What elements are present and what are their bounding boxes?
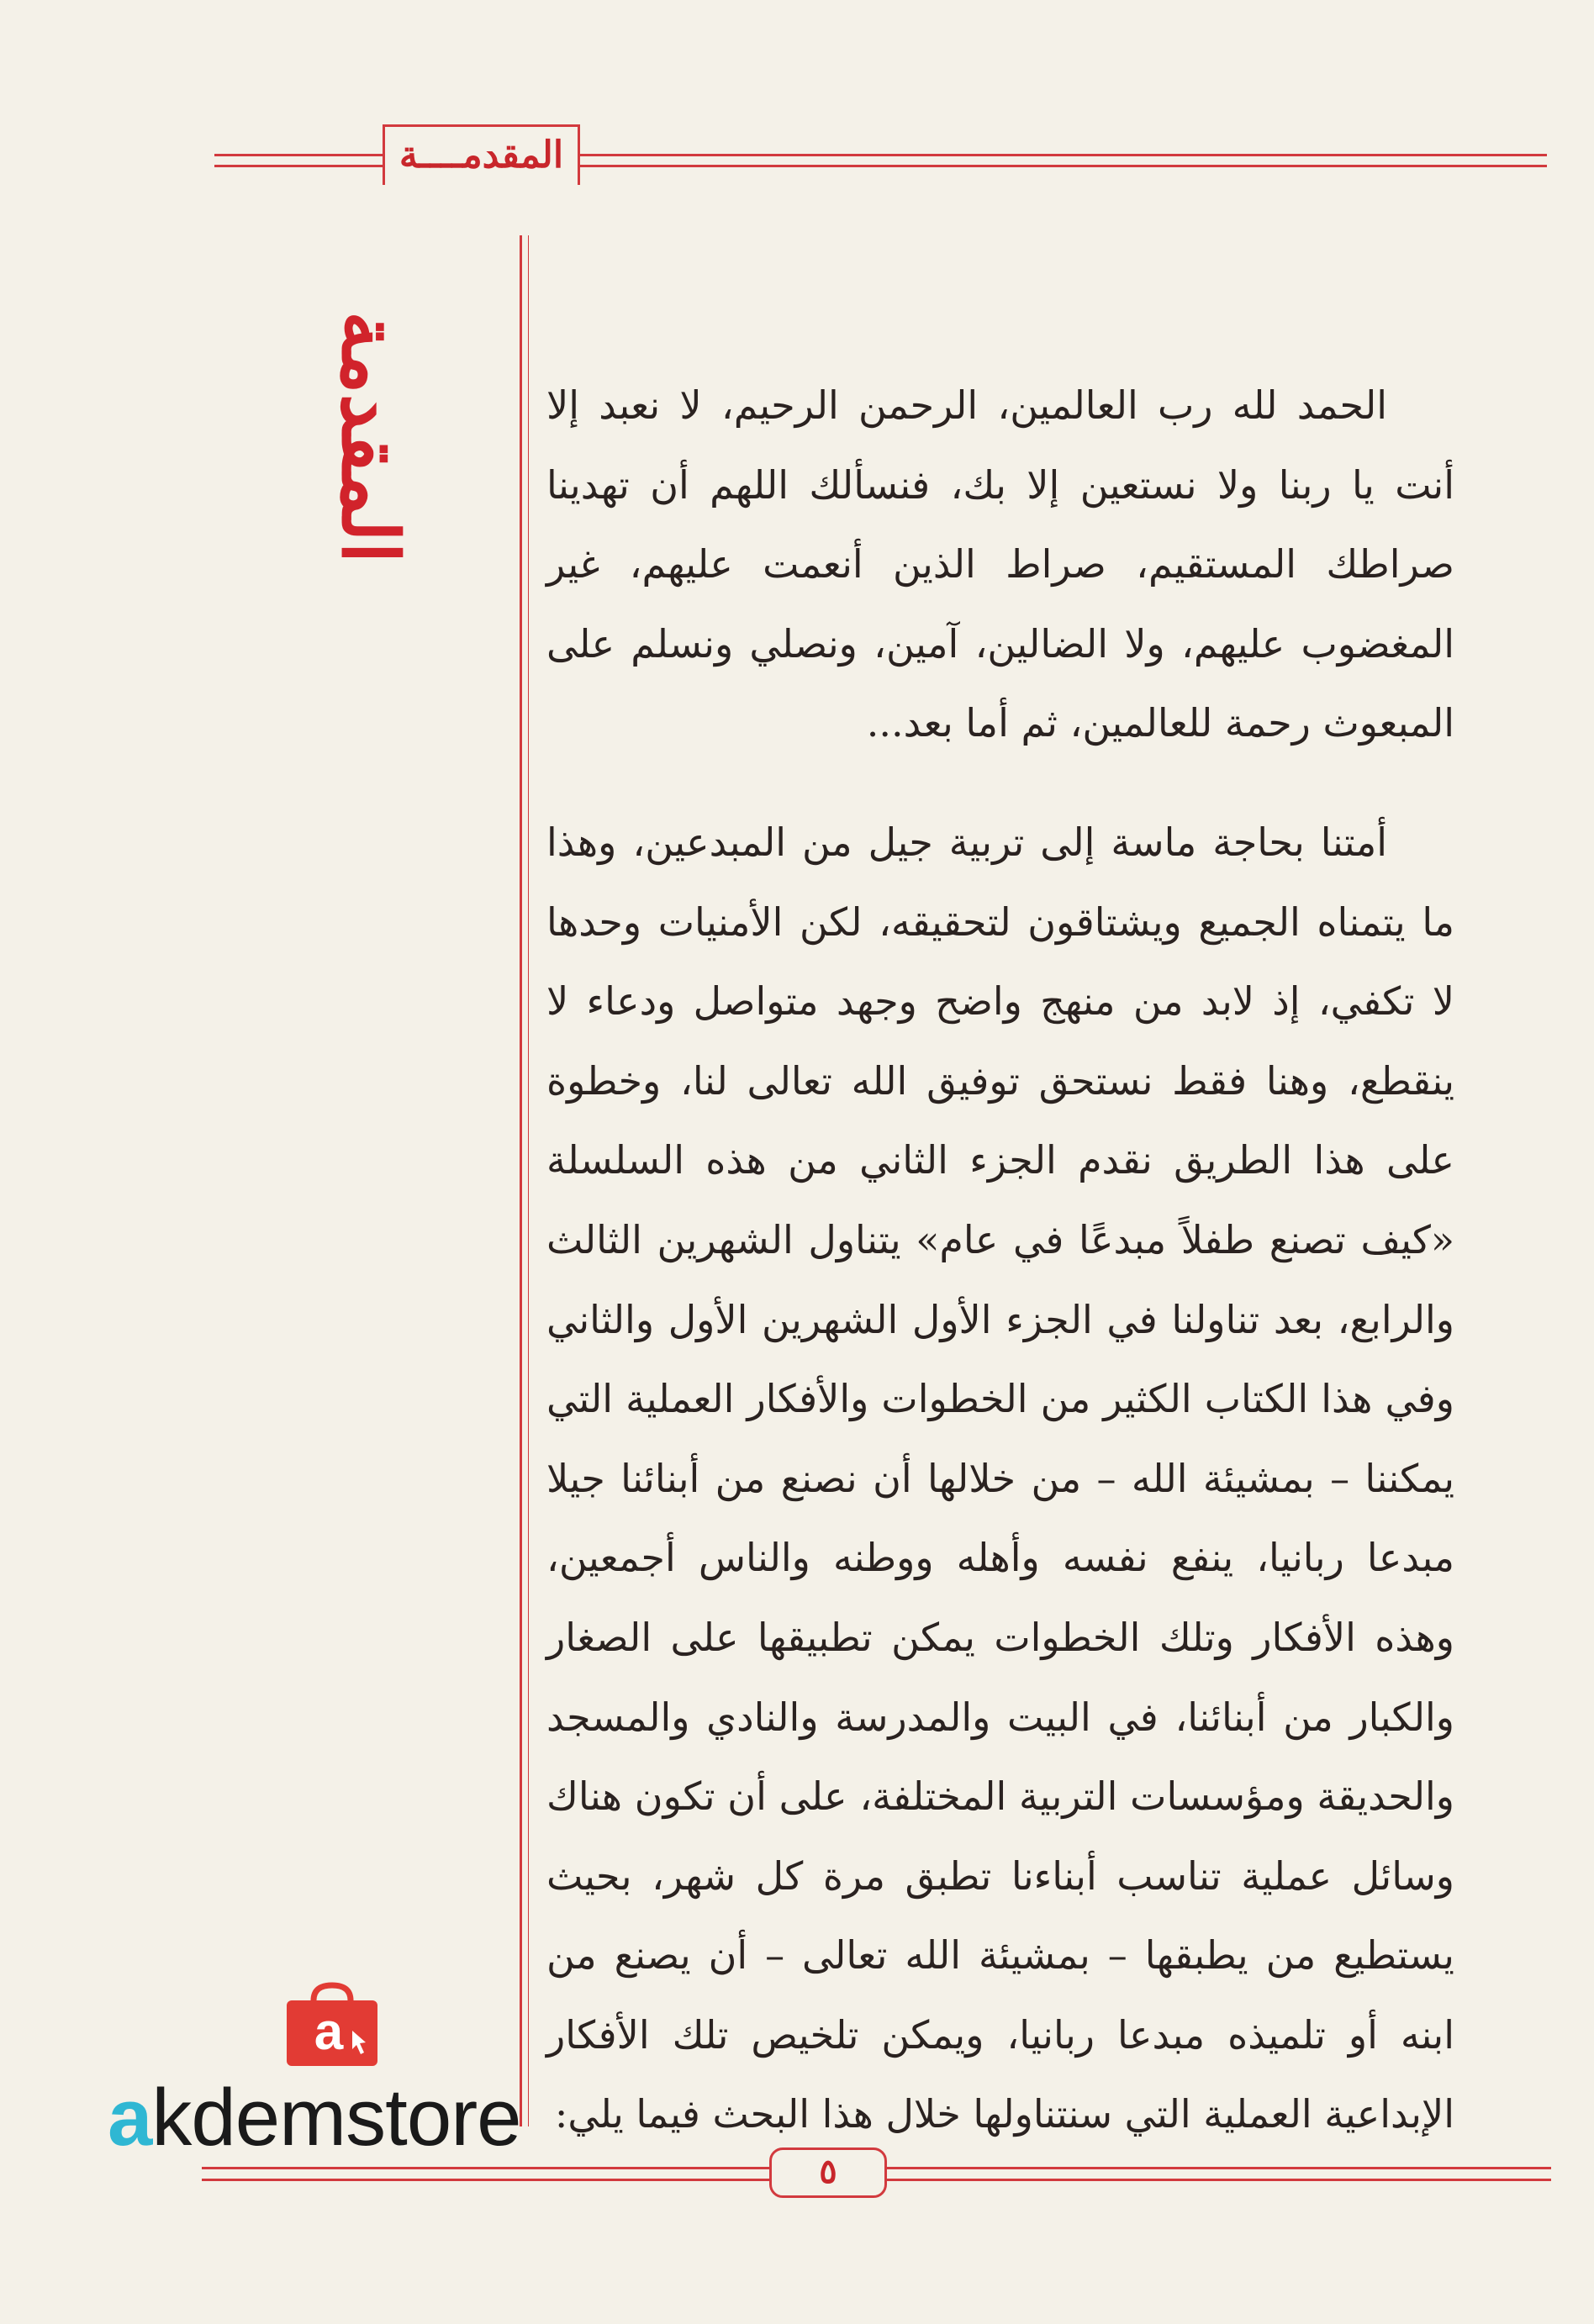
chapter-title: المقدمة — [325, 310, 415, 564]
running-header — [383, 124, 580, 185]
footer-rule — [202, 2167, 773, 2169]
page-number-frame — [769, 2147, 887, 2198]
footer-rule — [887, 2167, 1551, 2169]
header-rule — [214, 165, 383, 167]
page-number: ٥ — [819, 2152, 837, 2191]
shopping-bag-icon — [282, 1982, 383, 2068]
brand-watermark — [108, 2072, 578, 2164]
paragraph: الحمد لله رب العالمين، الرحمن الرحيم، لا نعبد إلا أنت يا ربنا ولا نستعين إلا بك، فنسألك اللهم أن تهدينا صراطك المستقيم، صراط الذين أنعمت عليهم، غير المغضوب عليهم، ولا الضالين، آمين، ونصلي ونسلم على المبعوث رحمة للعالمين، ثم أما بعد... — [546, 382, 1454, 746]
footer-rule — [202, 2179, 773, 2181]
body-text — [546, 366, 1454, 2154]
running-title: المقدمــــة — [398, 134, 564, 177]
column-divider — [528, 235, 529, 2126]
brand-a: a — [108, 2073, 152, 2163]
badge-letter: a — [314, 2003, 344, 2061]
brand-name: kdemstore — [151, 2073, 521, 2163]
column-divider — [520, 235, 522, 2126]
header-rule — [580, 154, 1547, 156]
header-rule — [214, 154, 383, 156]
footer-rule — [887, 2179, 1551, 2181]
header-rule — [580, 165, 1547, 167]
paragraph: أمتنا بحاجة ماسة إلى تربية جيل من المبدعين، وهذا ما يتمناه الجميع ويشتاقون لتحقيقه، لكن الأمنيات وحدها لا تكفي، إذ لابد من منهج واضح وجهد متواصل ودعاء لا ينقطع، وهنا فقط نستحق توفيق الله تعالى لنا، وخطوة على هذا الطريق نقدم الجزء الثاني من هذه السلسلة «كيف تصنع طفلاً مبدعًا في عام» يتناول الشهرين الثالث والرابع، بعد تناولنا في الجزء الأول الشهرين الأول والثاني وفي هذا الكتاب الكثير من الخطوات والأفكار العملية التي يمكننا – بمشيئة الله – من خلالها أن نصنع من أبنائنا جيلا مبدعا ربانيا، ينفع نفسه وأهله ووطنه والناس أجمعين، وهذه الأفكار وتلك الخطوات يمكن تطبيقها على الصغار والكبار من أبنائنا، في البيت والمدرسة والنادي والمسجد والحديقة ومؤسسات التربية المختلفة، على أن تكون هناك وسائل عملية تناسب أبناءنا تطبق مرة كل شهر، بحيث يستطيع من يطبقها – بمشيئة الله تعالى – أن يصنع من ابنه أو تلميذه مبدعا ربانيا، ويمكن تلخيص تلك الأفكار الإبداعية العملية التي سنتناولها خلال هذا البحث فيما يلي: — [546, 819, 1454, 2137]
